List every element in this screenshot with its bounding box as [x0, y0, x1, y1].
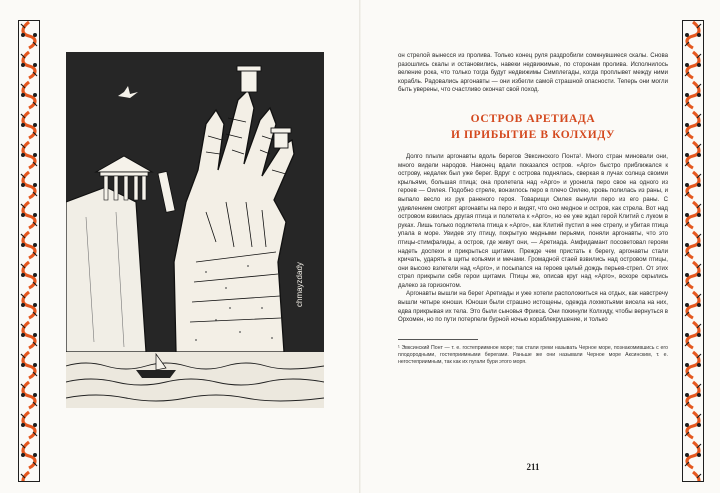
footnote: ¹ Эвксинский Понт — т. е. гостеприимное море; так стали греки называть Черное море, познакомившись с его плодородными, гостеприимными берегами. Раньше же они называли Черное море Аксинским, т. е. негостеприимным, так как их пугали бури этого моря.	[398, 344, 668, 366]
column-icon	[237, 66, 261, 92]
ornament-border-right-icon	[682, 20, 704, 482]
chapter-title-line-2: И ПРИБЫТИЕ В КОЛХИДУ	[450, 128, 616, 141]
ornament-border-left-icon	[18, 20, 40, 482]
page-gutter	[359, 0, 361, 493]
paragraph: Долго плыли аргонавты вдоль берегов Эвксинского Понта¹. Много стран миновали они, много видели народов. Наконец вдали показался остров. «Арго» быстро приближался к острову, недалек был уже берег. Вдруг с острова поднялась, сверкая в лучах солнца своими крыльями, большая птица; она пролетела над «Арго» и уронила перо свое на одного из героев — Оилея. Подобно стреле, вонзилось перо в плечо Оилею, кровь полилась из раны, и выпало весло из рук раненого героя. Товарищи Оилея вынули перо из его раны. С удивлением смотрят аргонавты на перо и видят, что оно медное и остров, как стрела. Вот над островом взвилась другая птица и полетела к «Арго», но ее уже ждал герой Клитий с луком в руках. Лишь только подлетела птица к «Арго», как Клитий пустил в нее стрелу, и убитая птица упала в море. Увидев эту птицу, покрытую медными перьями, поняли аргонавты, что это птицы-стимфалиды, а остров, где живут они, — Аретиада. Амфидамант посоветовал героям надеть доспехи и прикрыться щитами. Прежде чем пристать к берегу, аргонавты стали кричать, ударять в щиты копьями и мечами. Громадной стаей взвились над островом птицы, они высоко взлетели над «Арго», и посыпался на героев целый дождь перьев-стрел. От этих стрел прикрыли себя герои щитами. Птицы же, описав круг над «Арго», вскоре скрылись далеко за горизонтом.	[398, 152, 668, 289]
hand-rising-from-sea-icon	[66, 52, 324, 408]
page-number: 211	[526, 462, 540, 472]
chapter-title	[398, 111, 668, 143]
paragraph: Аргонавты вышли на берег Аретиады и уже хотели расположиться на отдых, как навстречу вышли четыре юноши. Юноши были страшно истощены, одежда лохмотьями висела на них, едва прикрывая их тела. Это были сыновья Фрикса. Они покинули Колхиду, чтобы вернуться в Орхомен, но по пути потерпели бурной ночью кораблекрушение, и только	[398, 290, 668, 324]
right-page-text	[398, 52, 668, 366]
paragraph: он стрелой вынесся из пролива. Только конец руля раздробили сомкнувшиеся скалы. Снова разошлись скалы и остановились, навеки недвижимые, по сторонам пролива. Исполнилось веление рока, что только тогда будут недвижимы Симплегады, когда проплывет между ними корабль. Радовались аргонавты — они избегли самой страшной опасности. Теперь они могли быть уверены, что счастливо окончат свой поход.	[398, 52, 668, 94]
artist-signature: chmayzdady	[295, 262, 304, 307]
footnote-divider	[398, 339, 478, 340]
chapter-title-line-1: ОСТРОВ АРЕТИАДА	[470, 112, 596, 125]
